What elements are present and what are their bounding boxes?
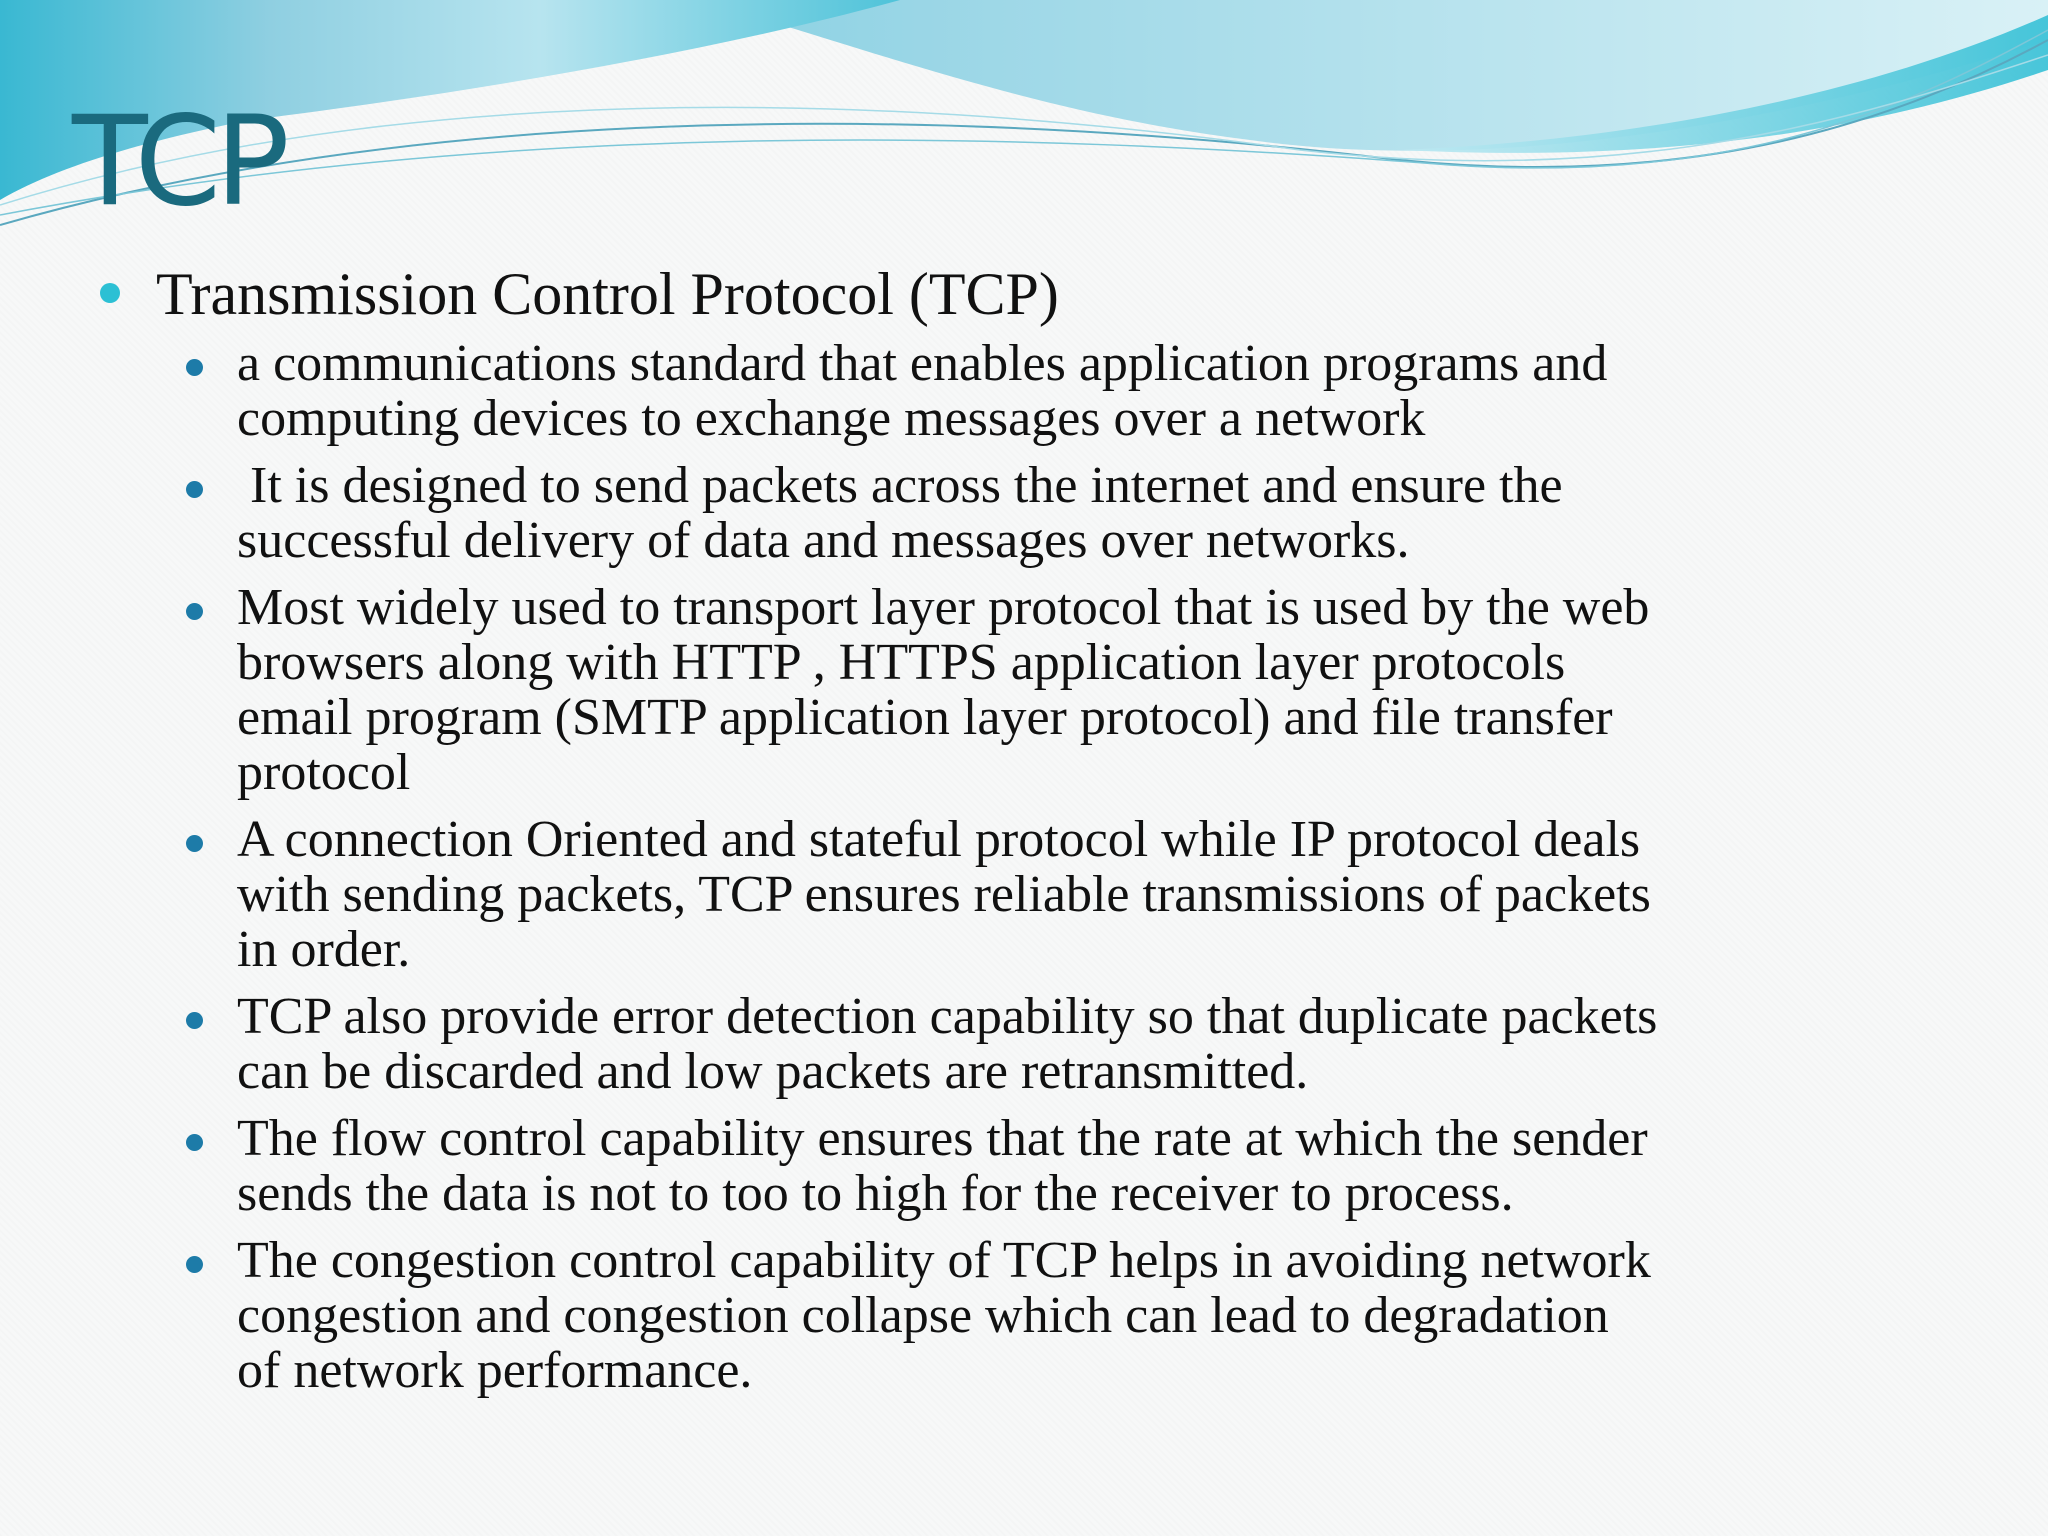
header-wave-decoration — [0, 0, 2048, 240]
sub-bullet-item — [100, 1233, 1987, 1398]
sub-bullet-line: computing devices to exchange messages over a network — [237, 390, 1426, 447]
sub-bullet-line: The congestion control capability of TCP helps in avoiding network — [237, 1232, 1651, 1289]
sub-bullet-item — [100, 580, 1987, 800]
slide-content — [100, 258, 2000, 1410]
slide-title: TCP — [72, 90, 284, 234]
sub-bullet-item — [100, 458, 1987, 568]
sub-bullet-line: in order. — [237, 921, 411, 978]
level1-bullet-item — [100, 258, 2000, 330]
sub-bullet-line: The flow control capability ensures that the rate at which the sender — [237, 1110, 1648, 1167]
bullet-dot-icon — [186, 1134, 203, 1151]
sub-bullet-list — [100, 336, 2000, 1398]
sub-bullet-line: successful delivery of data and messages over networks. — [237, 512, 1410, 569]
sub-bullet-line: email program (SMTP application layer protocol) and file transfer — [237, 689, 1613, 746]
sub-bullet-item — [100, 812, 1987, 977]
level1-bullet-text: Transmission Control Protocol (TCP) — [156, 261, 1059, 327]
bullet-dot-icon — [186, 1256, 203, 1273]
bullet-dot-icon — [186, 835, 203, 852]
sub-bullet-line: congestion and congestion collapse which can lead to degradation — [237, 1287, 1609, 1344]
sub-bullet-line: of network performance. — [237, 1342, 753, 1399]
sub-bullet-line: with sending packets, TCP ensures reliable transmissions of packets — [237, 866, 1651, 923]
sub-bullet-item — [100, 1111, 1987, 1221]
sub-bullet-item — [100, 989, 1987, 1099]
sub-bullet-line: A connection Oriented and stateful protocol while IP protocol deals — [237, 811, 1641, 868]
sub-bullet-item — [100, 336, 1987, 446]
sub-bullet-line: browsers along with HTTP , HTTPS application layer protocols — [237, 634, 1566, 691]
bullet-dot-icon — [186, 359, 203, 376]
sub-bullet-line: Most widely used to transport layer protocol that is used by the web — [237, 579, 1650, 636]
sub-bullet-line: can be discarded and low packets are retransmitted. — [237, 1043, 1309, 1100]
sub-bullet-line: It is designed to send packets across the internet and ensure the — [237, 457, 1563, 514]
sub-bullet-line: a communications standard that enables application programs and — [237, 335, 1608, 392]
bullet-dot-icon — [186, 603, 203, 620]
sub-bullet-line: sends the data is not to too to high for the receiver to process. — [237, 1165, 1514, 1222]
bullet-dot-icon — [100, 283, 120, 303]
bullet-dot-icon — [186, 1012, 203, 1029]
sub-bullet-line: TCP also provide error detection capability so that duplicate packets — [237, 988, 1658, 1045]
sub-bullet-line: protocol — [237, 744, 411, 801]
bullet-dot-icon — [186, 481, 203, 498]
